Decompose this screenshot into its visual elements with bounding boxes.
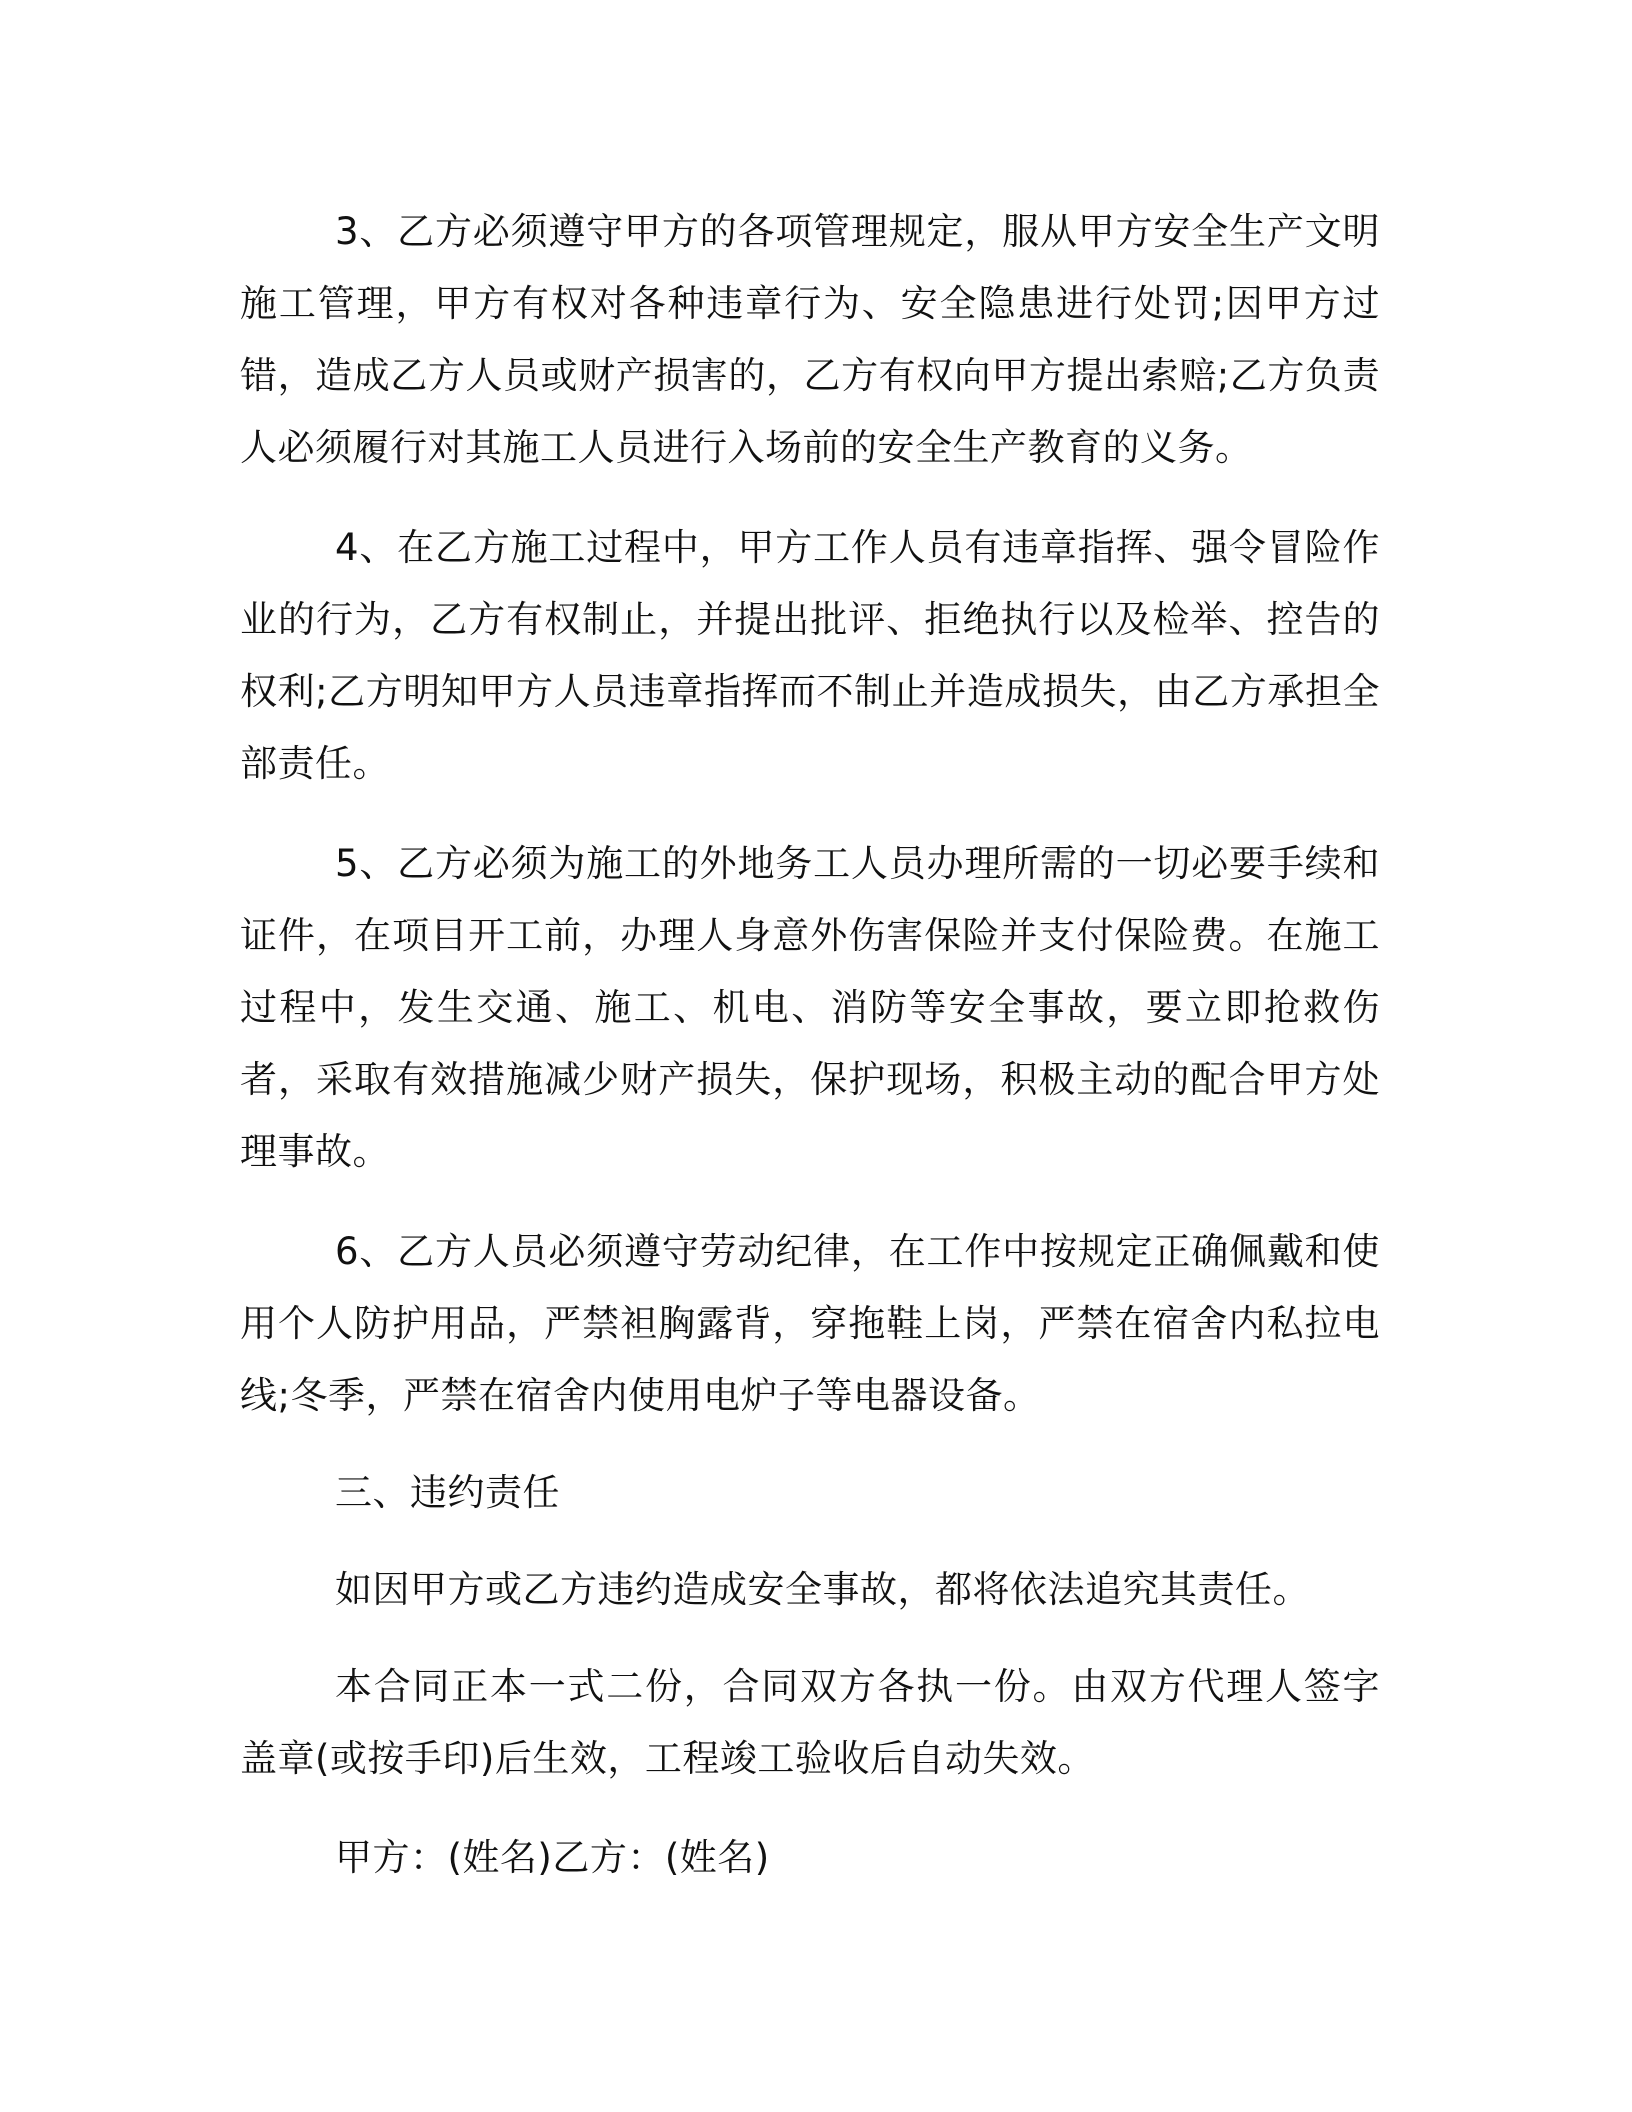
document-body	[240, 196, 1380, 1894]
contract-validity-paragraph: 本合同正本一式二份，合同双方各执一份。由双方代理人签字盖章(或按手印)后生效，工程竣工验收后自动失效。	[240, 1665, 1380, 1780]
section-heading-breach-liability: 三、违约责任	[335, 1471, 560, 1514]
clause-6: 6、乙方人员必须遵守劳动纪律，在工作中按规定正确佩戴和使用个人防护用品，严禁袒胸露背，穿拖鞋上岗，严禁在宿舍内私拉电线;冬季，严禁在宿舍内使用电炉子等电器设备。	[240, 1230, 1380, 1417]
liability-paragraph: 如因甲方或乙方违约造成安全事故，都将依法追究其责任。	[335, 1568, 1310, 1611]
clause-4: 4、在乙方施工过程中，甲方工作人员有违章指挥、强令冒险作业的行为，乙方有权制止，并提出批评、拒绝执行以及检举、控告的权利;乙方明知甲方人员违章指挥而不制止并造成损失，由乙方承担全部责任。	[240, 526, 1380, 785]
signature-line: 甲方：(姓名)乙方：(姓名)	[335, 1836, 770, 1879]
clause-3: 3、乙方必须遵守甲方的各项管理规定，服从甲方安全生产文明施工管理，甲方有权对各种违章行为、安全隐患进行处罚;因甲方过错，造成乙方人员或财产损害的，乙方有权向甲方提出索赔;乙方负责人必须履行对其施工人员进行入场前的安全生产教育的义务。	[240, 210, 1380, 469]
clause-5: 5、乙方必须为施工的外地务工人员办理所需的一切必要手续和证件，在项目开工前，办理人身意外伤害保险并支付保险费。在施工过程中，发生交通、施工、机电、消防等安全事故，要立即抢救伤者，采取有效措施减少财产损失，保护现场，积极主动的配合甲方处理事故。	[240, 842, 1380, 1173]
